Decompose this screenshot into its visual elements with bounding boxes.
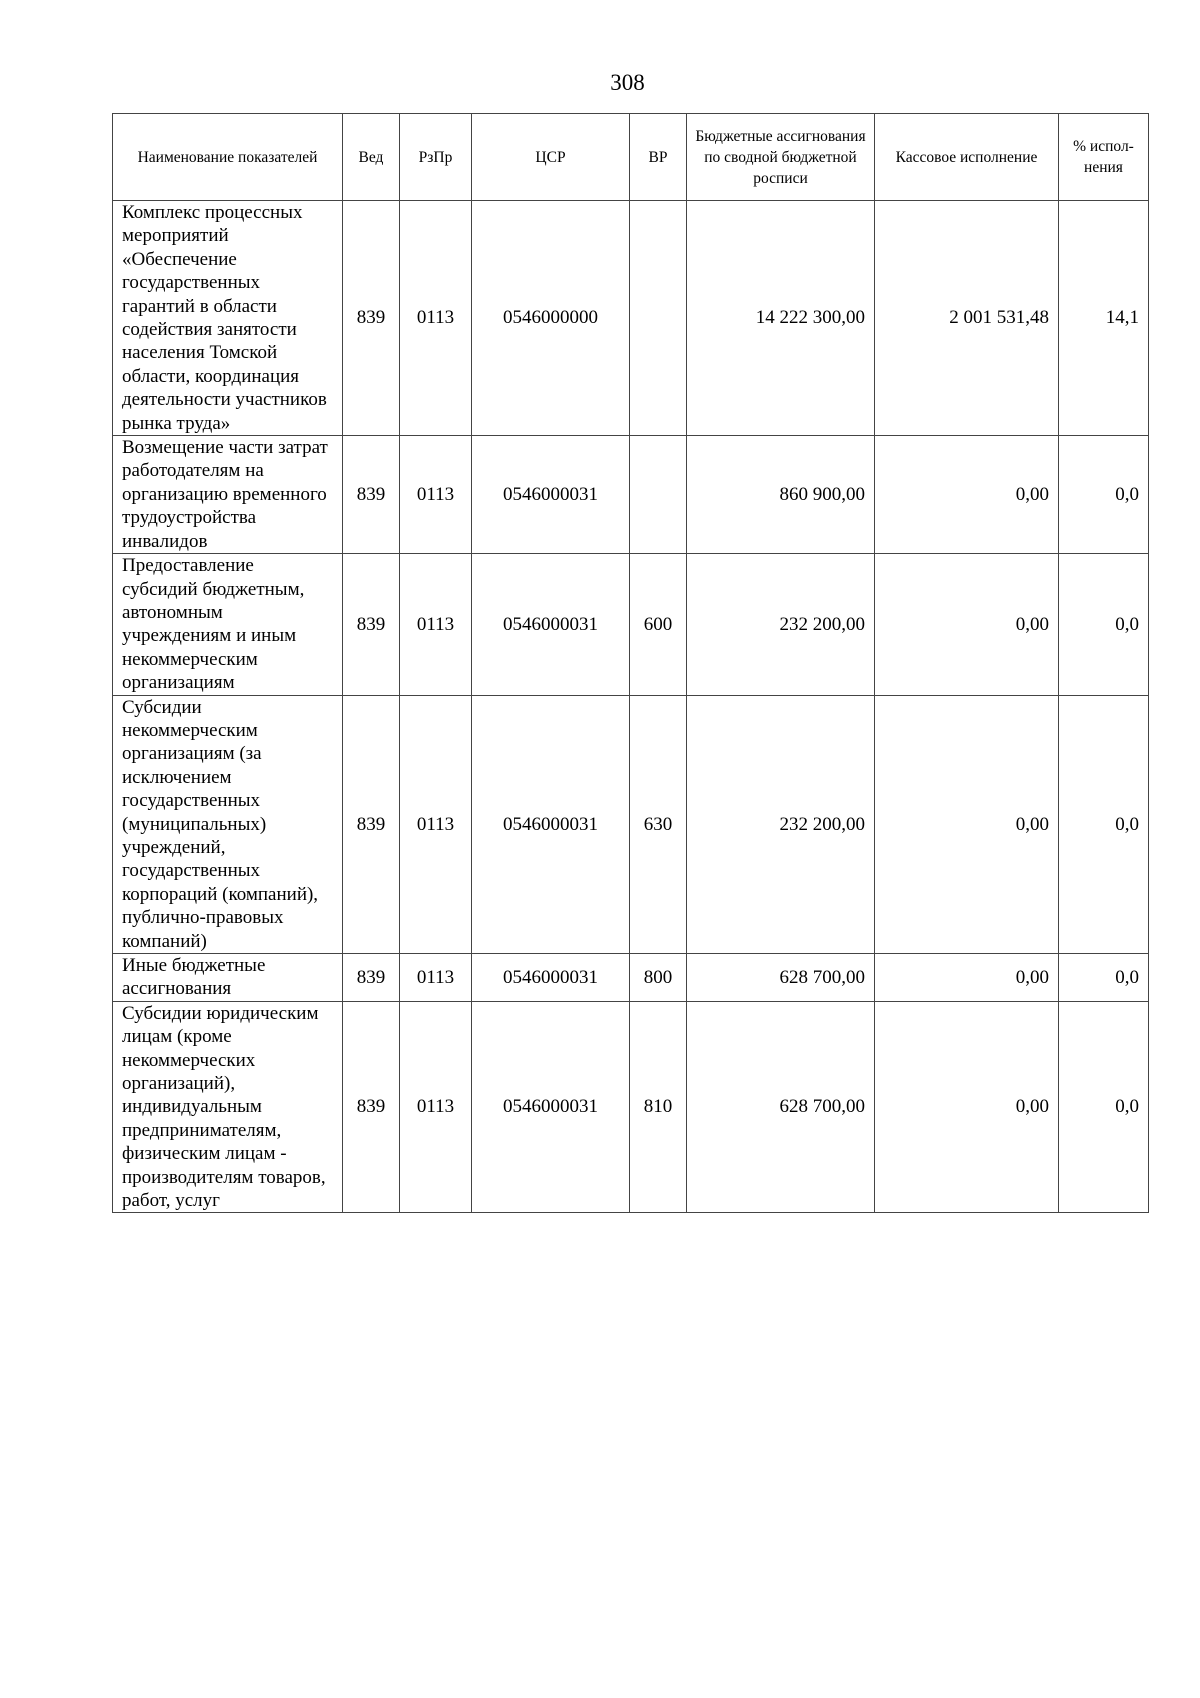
- row-name: Субсидии некоммерческим организациям (за исключением государственных (муниципальных) учреждений, государственных корпораций (компаний), публично-правовых компаний): [113, 695, 343, 953]
- row-name: Предоставление субсидий бюджетным, автономным учреждениям и иным некоммерческим организациям: [113, 554, 343, 695]
- table-row: [113, 436, 1149, 554]
- row-cash-execution: 0,00: [875, 554, 1059, 695]
- header-ved: Вед: [343, 114, 400, 201]
- row-allocations: 628 700,00: [687, 1001, 875, 1213]
- row-ved: 839: [343, 695, 400, 953]
- header-percent-execution: % испол-нения: [1059, 114, 1149, 201]
- row-allocations: 860 900,00: [687, 436, 875, 554]
- row-cash-execution: 0,00: [875, 695, 1059, 953]
- header-rzpr: РзПр: [400, 114, 472, 201]
- page-number: 308: [610, 70, 645, 95]
- row-rzpr: 0113: [400, 436, 472, 554]
- row-vr: 600: [630, 554, 687, 695]
- table-row: [113, 695, 1149, 953]
- row-csr: 0546000031: [472, 436, 630, 554]
- row-vr: 810: [630, 1001, 687, 1213]
- row-allocations: 14 222 300,00: [687, 201, 875, 436]
- header-csr: ЦСР: [472, 114, 630, 201]
- table-header-row: [113, 114, 1149, 201]
- row-cash-execution: 0,00: [875, 1001, 1059, 1213]
- row-name: Субсидии юридическим лицам (кроме некоммерческих организаций), индивидуальным предпринимателям, физическим лицам - производителям товаров, работ, услуг: [113, 1001, 343, 1213]
- table-row: [113, 954, 1149, 1002]
- row-csr: 0546000031: [472, 1001, 630, 1213]
- row-cash-execution: 2 001 531,48: [875, 201, 1059, 436]
- budget-execution-table: [112, 113, 1149, 1213]
- row-percent: 0,0: [1059, 436, 1149, 554]
- row-csr: 0546000031: [472, 554, 630, 695]
- row-csr: 0546000000: [472, 201, 630, 436]
- row-ved: 839: [343, 954, 400, 1002]
- row-csr: 0546000031: [472, 954, 630, 1002]
- row-ved: 839: [343, 554, 400, 695]
- header-name: Наименование показателей: [113, 114, 343, 201]
- row-allocations: 628 700,00: [687, 954, 875, 1002]
- row-ved: 839: [343, 436, 400, 554]
- row-name: Иные бюджетные ассигнования: [113, 954, 343, 1002]
- table-row: [113, 201, 1149, 436]
- row-cash-execution: 0,00: [875, 436, 1059, 554]
- row-csr: 0546000031: [472, 695, 630, 953]
- row-vr: 800: [630, 954, 687, 1002]
- row-percent: 14,1: [1059, 201, 1149, 436]
- table-row: [113, 1001, 1149, 1213]
- header-cash-execution: Кассовое исполнение: [875, 114, 1059, 201]
- row-rzpr: 0113: [400, 1001, 472, 1213]
- row-rzpr: 0113: [400, 695, 472, 953]
- row-percent: 0,0: [1059, 695, 1149, 953]
- row-rzpr: 0113: [400, 554, 472, 695]
- row-ved: 839: [343, 1001, 400, 1213]
- header-vr: ВР: [630, 114, 687, 201]
- row-ved: 839: [343, 201, 400, 436]
- row-cash-execution: 0,00: [875, 954, 1059, 1002]
- row-vr: [630, 436, 687, 554]
- row-name: Возмещение части затрат работодателям на организацию временного трудоустройства инвалидов: [113, 436, 343, 554]
- row-vr: [630, 201, 687, 436]
- row-percent: 0,0: [1059, 1001, 1149, 1213]
- table-row: [113, 554, 1149, 695]
- header-allocations: Бюджетные ассигнования по сводной бюджетной росписи: [687, 114, 875, 201]
- row-rzpr: 0113: [400, 201, 472, 436]
- row-allocations: 232 200,00: [687, 554, 875, 695]
- row-percent: 0,0: [1059, 954, 1149, 1002]
- row-allocations: 232 200,00: [687, 695, 875, 953]
- row-rzpr: 0113: [400, 954, 472, 1002]
- row-vr: 630: [630, 695, 687, 953]
- row-percent: 0,0: [1059, 554, 1149, 695]
- row-name: Комплекс процессных мероприятий «Обеспечение государственных гарантий в области содействия занятости населения Томской области, координация деятельности участников рынка труда»: [113, 201, 343, 436]
